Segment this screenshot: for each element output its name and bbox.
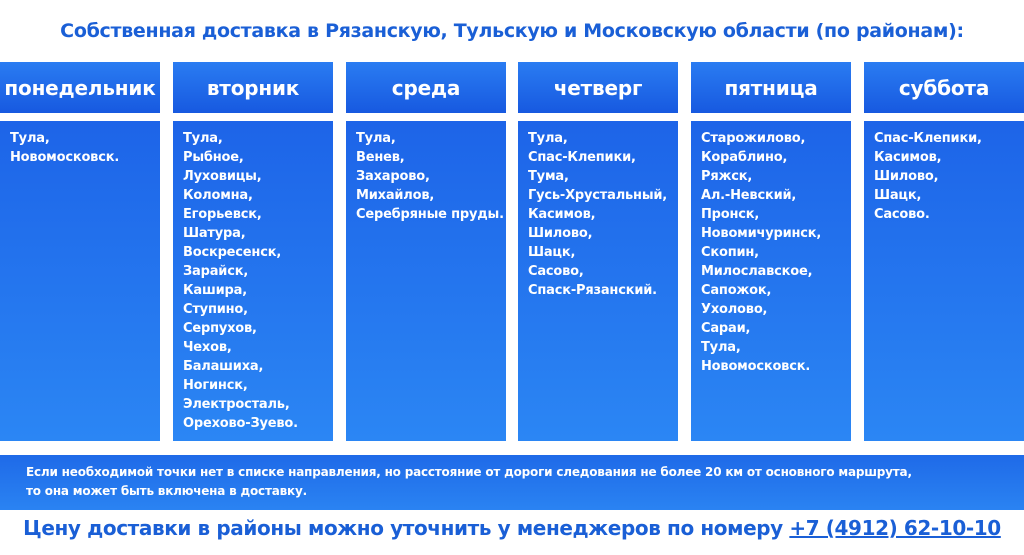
- city-item: Тула,: [183, 131, 223, 146]
- info-note-line-1: Если необходимой точки нет в списке направления, но расстояние от дороги следования не более 20 км от основного маршрута,: [26, 465, 912, 479]
- contact-text: Цену доставки в районы можно уточнить у менеджеров по номеру: [23, 516, 790, 540]
- city-item: Новомосковск.: [10, 150, 120, 165]
- city-item: Гусь-Хрустальный,: [528, 188, 668, 203]
- city-item: Сасово,: [528, 264, 584, 279]
- city-item: Рыбное,: [183, 150, 244, 165]
- city-item: Тума,: [528, 169, 569, 184]
- day-header-tuesday: вторник: [173, 62, 333, 113]
- city-list-tuesday: [173, 121, 333, 441]
- city-item: Старожилово,: [701, 131, 806, 146]
- city-item: Тула,: [10, 131, 50, 146]
- day-header-thursday: четверг: [518, 62, 678, 113]
- city-item: Коломна,: [183, 188, 253, 203]
- city-item: Балашиха,: [183, 359, 264, 374]
- city-item: Кашира,: [183, 283, 247, 298]
- contact-footer: [0, 516, 1024, 540]
- day-header-friday: пятница: [691, 62, 851, 113]
- city-item: Сараи,: [701, 321, 751, 336]
- city-item: Шацк,: [874, 188, 922, 203]
- phone-link[interactable]: +7 (4912) 62-10-10: [789, 516, 1001, 540]
- city-item: Шатура,: [183, 226, 246, 241]
- city-item: Серпухов,: [183, 321, 257, 336]
- city-list-wednesday: [346, 121, 506, 441]
- city-item: Воскресенск,: [183, 245, 282, 260]
- day-header-wednesday: среда: [346, 62, 506, 113]
- city-item: Пронск,: [701, 207, 760, 222]
- city-item: Кораблино,: [701, 150, 788, 165]
- city-item: Ряжск,: [701, 169, 753, 184]
- city-item: Орехово-Зуево.: [183, 416, 298, 431]
- day-header-saturday: суббота: [864, 62, 1024, 113]
- city-item: Спаск-Рязанский.: [528, 283, 657, 298]
- city-list-monday: [0, 121, 160, 441]
- city-item: Тула,: [356, 131, 396, 146]
- city-item: Чехов,: [183, 340, 232, 355]
- day-header-monday: понедельник: [0, 62, 160, 113]
- city-item: Егорьевск,: [183, 207, 262, 222]
- city-item: Ал.-Невский,: [701, 188, 797, 203]
- city-item: Михайлов,: [356, 188, 435, 203]
- city-item: Луховицы,: [183, 169, 262, 184]
- city-item: Шилово,: [874, 169, 939, 184]
- info-note: [0, 455, 1024, 510]
- city-item: Тула,: [701, 340, 741, 355]
- city-item: Зарайск,: [183, 264, 249, 279]
- city-item: Сапожок,: [701, 283, 772, 298]
- city-item: Новомичуринск,: [701, 226, 822, 241]
- city-item: Захарово,: [356, 169, 430, 184]
- city-item: Шилово,: [528, 226, 593, 241]
- city-item: Сасово.: [874, 207, 930, 222]
- city-item: Спас-Клепики,: [528, 150, 636, 165]
- city-item: Милославское,: [701, 264, 813, 279]
- city-item: Электросталь,: [183, 397, 290, 412]
- city-list-saturday: [864, 121, 1024, 441]
- city-item: Новомосковск.: [701, 359, 811, 374]
- city-item: Спас-Клепики,: [874, 131, 982, 146]
- city-list-friday: [691, 121, 851, 441]
- city-item: Ступино,: [183, 302, 248, 317]
- city-item: Ногинск,: [183, 378, 248, 393]
- city-item: Венев,: [356, 150, 405, 165]
- city-item: Касимов,: [874, 150, 942, 165]
- city-item: Шацк,: [528, 245, 576, 260]
- city-list-thursday: [518, 121, 678, 441]
- city-item: Тула,: [528, 131, 568, 146]
- city-item: Касимов,: [528, 207, 596, 222]
- info-note-line-2: то она может быть включена в доставку.: [26, 484, 307, 498]
- page-title: Собственная доставка в Рязанскую, Тульскую и Московскую области (по районам):: [60, 20, 964, 42]
- city-item: Ухолово,: [701, 302, 768, 317]
- city-item: Скопин,: [701, 245, 759, 260]
- city-item: Серебряные пруды.: [356, 207, 504, 222]
